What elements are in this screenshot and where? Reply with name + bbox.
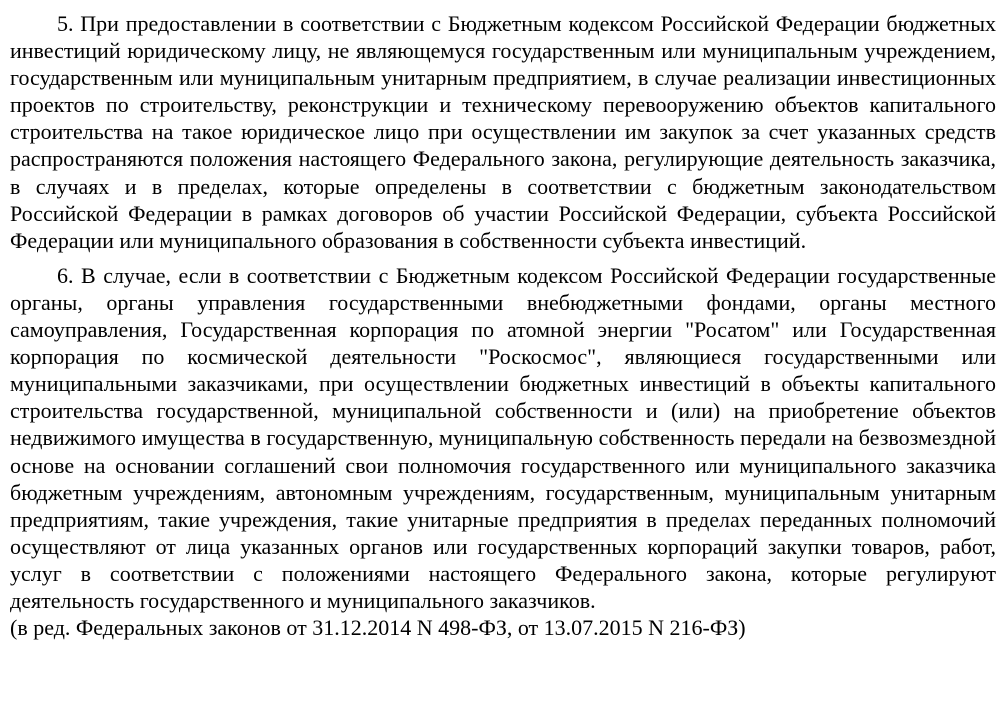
- paragraph-6: 6. В случае, если в соответствии с Бюджетным кодексом Российской Федерации государственные органы, органы управления государственными внебюджетными фондами, органы местного самоуправления, Государственная корпорация по атомной энергии "Росатом" или Государственная корпорация по космической деятельности "Роскосмос", являющиеся государственными или муниципальными заказчиками, при осуществлении бюджетных инвестиций в объекты капитального строительства государственной, муниципальной собственности и (или) на приобретение объектов недвижимого имущества в государственную, муниципальную собственность передали на безвозмездной основе на основании соглашений свои полномочия государственного или муниципального заказчика бюджетным учреждениям, автономным учреждениям, государственным, муниципальным унитарным предприятиям, такие учреждения, такие унитарные предприятия в пределах переданных полномочий осуществляют от лица указанных органов или государственных корпораций закупки товаров, работ, услуг в соответствии с положениями настоящего Федерального закона, которые регулируют деятельность государственного и муниципального заказчиков.: [10, 262, 996, 613]
- amendment-note: (в ред. Федеральных законов от 31.12.2014 N 498-ФЗ, от 13.07.2015 N 216-ФЗ): [10, 615, 746, 641]
- paragraph-5: 5. При предоставлении в соответствии с Бюджетным кодексом Российской Федерации бюджетных инвестиций юридическому лицу, не являющемуся государственным или муниципальным учреждением, государственным или муниципальным унитарным предприятием, в случае реализации инвестиционных проектов по строительству, реконструкции и техническому перевооружению объектов капитального строительства на такое юридическое лицо при осуществлении им закупок за счет указанных средств распространяются положения настоящего Федерального закона, регулирующие деятельность заказчика, в случаях и в пределах, которые определены в соответствии с бюджетным законодательством Российской Федерации в рамках договоров об участии Российской Федерации, субъекта Российской Федерации или муниципального образования в собственности субъекта инвестиций.: [10, 11, 996, 253]
